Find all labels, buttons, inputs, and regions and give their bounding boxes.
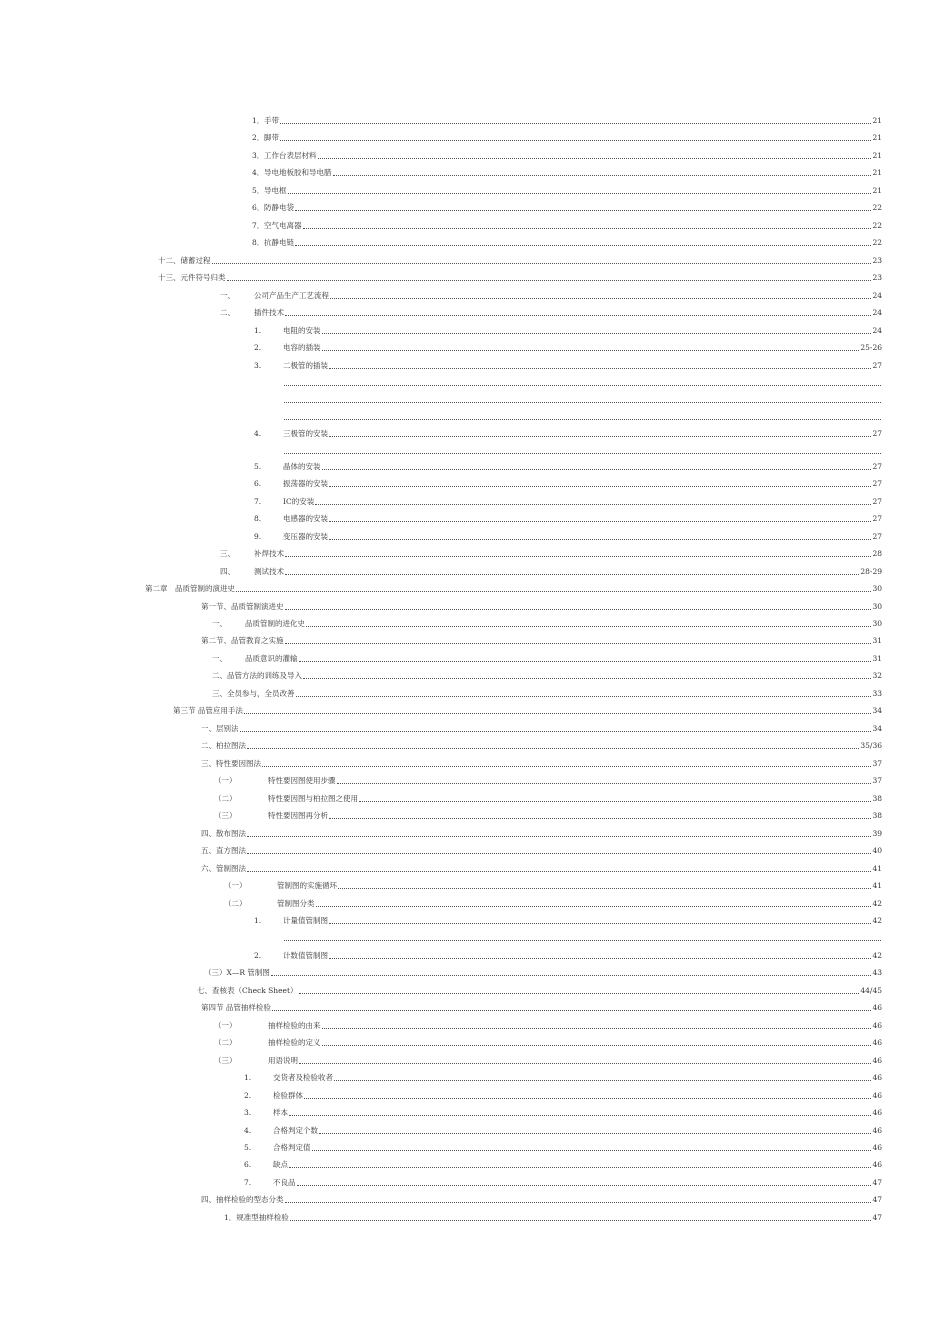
dot-leader [318, 158, 872, 159]
toc-entry-number: 三、 [220, 549, 235, 558]
toc-entry[interactable] [254, 478, 882, 490]
toc-leader-line [283, 394, 882, 406]
toc-entry-number: 6. [244, 1160, 252, 1169]
toc-entry[interactable] [254, 342, 882, 354]
toc-page-number: 44/45 [860, 986, 882, 995]
toc-page-number: 46 [872, 1056, 882, 1065]
toc-page-number: 27 [872, 514, 882, 523]
toc-entry-number: 4. [244, 1126, 252, 1135]
toc-entry-title: 十二、储蓄过程 [158, 256, 211, 265]
dot-leader [297, 1185, 872, 1186]
toc-page-number: 46 [872, 1108, 882, 1117]
toc-entry[interactable] [214, 793, 882, 805]
toc-page-number: 31 [872, 636, 882, 645]
dot-leader [244, 713, 872, 714]
toc-entry[interactable] [244, 1142, 882, 1154]
toc-entry-number: 一、 [212, 619, 227, 628]
toc-entry[interactable] [214, 1055, 882, 1067]
toc-entry-number: 7. [244, 1178, 252, 1187]
toc-entry[interactable] [254, 950, 882, 962]
toc-entry-title: 一、层别法 [201, 724, 239, 733]
toc-page-number: 47 [872, 1195, 882, 1204]
toc-page-number: 21 [872, 186, 882, 195]
toc-entry-number: 4. [254, 429, 262, 438]
toc-page-number: 23 [872, 256, 882, 265]
toc-entry-title: 五、直方图法 [201, 846, 246, 855]
toc-entry-title: 电容的插装 [283, 343, 321, 352]
toc-entry[interactable] [201, 845, 882, 857]
toc-page-number: 27 [872, 361, 882, 370]
toc-entry-title: 二极管的插装 [283, 361, 328, 370]
toc-entry[interactable] [254, 915, 882, 927]
toc-entry[interactable] [252, 115, 882, 127]
toc-entry-number: 1. [254, 326, 262, 335]
toc-entry[interactable] [201, 740, 882, 752]
dot-leader [322, 350, 860, 351]
toc-page-number: 46 [872, 1073, 882, 1082]
toc-page-number: 28 [872, 549, 882, 558]
dot-leader [271, 975, 872, 976]
toc-entry[interactable] [252, 202, 882, 214]
toc-entry-title: 管制图分类 [277, 899, 315, 908]
toc-entry-number: （一） [214, 776, 237, 785]
toc-entry-number: （二） [224, 899, 247, 908]
toc-entry-title: 计数值管制图 [283, 951, 328, 960]
dot-leader [333, 175, 872, 176]
toc-entry-title: 交货者及检验收者 [273, 1073, 333, 1082]
toc-page-number: 33 [872, 689, 882, 698]
toc-entry[interactable] [214, 810, 882, 822]
dot-leader [337, 783, 872, 784]
toc-entry[interactable] [254, 325, 882, 337]
toc-page-number: 35/36 [860, 741, 882, 750]
dot-leader [322, 333, 872, 334]
toc-entry[interactable] [254, 513, 882, 525]
dot-leader [296, 696, 872, 697]
toc-page-number: 46 [872, 1126, 882, 1135]
toc-entry-number: 3. [244, 1108, 252, 1117]
toc-entry[interactable] [220, 566, 882, 578]
toc-entry[interactable] [212, 653, 882, 665]
dot-leader [330, 298, 871, 299]
toc-entry-number: 2. [244, 1091, 252, 1100]
toc-entry-title: 测试技术 [254, 567, 284, 576]
toc-entry[interactable] [201, 863, 882, 875]
dot-leader [236, 591, 871, 592]
toc-entry-title: 品质意识的灌输 [245, 654, 298, 663]
toc-page-number: 28-29 [860, 567, 882, 576]
toc-page-number: 22 [872, 238, 882, 247]
toc-entry[interactable] [214, 1037, 882, 1049]
dot-leader [288, 193, 872, 194]
toc-entry-title: 三、特性要因图法 [201, 759, 261, 768]
toc-entry-title: 特性要因图与柏拉图之使用 [268, 794, 358, 803]
toc-page-number: 42 [872, 899, 882, 908]
toc-page-number: 41 [872, 881, 882, 890]
toc-entry-title: 导电地板胶和导电腊 [264, 168, 332, 177]
dot-leader [295, 245, 871, 246]
toc-entry-title: 1．规准型抽样检验 [224, 1213, 289, 1222]
toc-page-number: 46 [872, 1003, 882, 1012]
toc-page-number: 21 [872, 168, 882, 177]
dot-leader [285, 315, 871, 316]
toc-entry-title: 合格判定个数 [273, 1126, 318, 1135]
dot-leader [284, 385, 881, 386]
toc-page-number: 41 [872, 864, 882, 873]
toc-entry-number: （三） [214, 1056, 237, 1065]
dot-leader [247, 748, 859, 749]
toc-entry-number: 2. [254, 343, 262, 352]
dot-leader [280, 140, 871, 141]
dot-leader [299, 661, 872, 662]
toc-entry-title: 六、管制图法 [201, 864, 246, 873]
toc-entry[interactable] [254, 461, 882, 473]
dot-leader [284, 453, 881, 454]
toc-page-number: 38 [872, 811, 882, 820]
toc-entry[interactable] [220, 307, 882, 319]
toc-page-number: 24 [872, 326, 882, 335]
toc-entry-number: 3． [252, 151, 265, 160]
toc-page-number: 27 [872, 429, 882, 438]
toc-page-number: 21 [872, 151, 882, 160]
toc-page-number: 21 [872, 116, 882, 125]
toc-entry-number: 1. [244, 1073, 252, 1082]
dot-leader [303, 678, 871, 679]
dot-leader [319, 1133, 871, 1134]
toc-page-number: 30 [872, 584, 882, 593]
toc-entry-title: 三、全员参与，全员改善 [212, 689, 295, 698]
toc-entry[interactable] [244, 1125, 882, 1137]
dot-leader [329, 436, 871, 437]
dot-leader [329, 539, 871, 540]
toc-entry-number: （三） [214, 811, 237, 820]
toc-entry[interactable] [252, 185, 882, 197]
toc-entry-title: 第一节、品质管制演进史 [201, 602, 284, 611]
toc-page-number: 21 [872, 133, 882, 142]
toc-entry[interactable] [201, 828, 882, 840]
toc-entry-title: IC的安装 [283, 497, 315, 506]
toc-entry[interactable] [201, 723, 882, 735]
toc-entry-title: 抗静电链 [264, 238, 294, 247]
toc-page-number: 27 [872, 532, 882, 541]
toc-entry[interactable] [201, 758, 882, 770]
toc-page-number: 27 [872, 479, 882, 488]
toc-entry-title: 电阻的安装 [283, 326, 321, 335]
dot-leader [285, 574, 859, 575]
toc-entry-title: 第二节、品管教育之实施 [201, 636, 284, 645]
dot-leader [299, 1063, 871, 1064]
toc-page-number: 31 [872, 654, 882, 663]
toc-entry[interactable] [252, 220, 882, 232]
toc-entry-title: 特性要因图再分析 [268, 811, 328, 820]
dot-leader [315, 504, 871, 505]
dot-leader [247, 853, 871, 854]
toc-entry-title: 脚带 [264, 133, 279, 142]
dot-leader [329, 923, 871, 924]
toc-entry-number: 二、 [220, 308, 235, 317]
toc-entry-number: 5． [252, 186, 265, 195]
toc-entry-number: 四、 [220, 567, 235, 576]
toc-entry-title: 二、柏拉图法 [201, 741, 246, 750]
dot-leader [285, 643, 872, 644]
toc-entry-title: 十三、元件符号归类 [158, 273, 226, 282]
toc-entry-number: 一、 [220, 291, 235, 300]
toc-entry-title: 防静电袋 [264, 203, 294, 212]
dot-leader [290, 1220, 872, 1221]
toc-entry[interactable] [254, 360, 882, 372]
dot-leader [359, 801, 871, 802]
dot-leader [212, 263, 872, 264]
toc-entry-title: 合格判定值 [273, 1143, 311, 1152]
toc-entry-title: 公司产品生产工艺流程 [254, 291, 329, 300]
toc-entry-number: 1． [252, 116, 265, 125]
dot-leader [295, 210, 871, 211]
dot-leader [312, 1150, 872, 1151]
toc-entry[interactable] [201, 601, 882, 613]
toc-page-number: 40 [872, 846, 882, 855]
toc-page-number: 37 [872, 776, 882, 785]
toc-entry[interactable] [252, 167, 882, 179]
dot-leader [285, 556, 871, 557]
toc-page-number: 37 [872, 759, 882, 768]
toc-entry-title: （三）X—R 管制图 [204, 968, 270, 977]
toc-entry[interactable] [201, 1194, 882, 1206]
toc-entry-title: 用语说明 [268, 1056, 298, 1065]
toc-entry-title: 检验群体 [273, 1091, 303, 1100]
toc-entry-title: 空气电离器 [264, 221, 302, 230]
toc-entry-title: 抽样检验的由来 [268, 1021, 321, 1030]
dot-leader [316, 906, 872, 907]
toc-entry[interactable] [197, 985, 882, 997]
toc-entry[interactable] [145, 583, 882, 595]
toc-entry-title: 四、散布图法 [201, 829, 246, 838]
toc-entry-title: 导电框 [264, 186, 287, 195]
toc-entry[interactable] [201, 635, 882, 647]
toc-entry[interactable] [244, 1090, 882, 1102]
toc-page-number: 30 [872, 619, 882, 628]
dot-leader [322, 1045, 872, 1046]
toc-page-number: 25-26 [860, 343, 882, 352]
toc-page-number: 27 [872, 497, 882, 506]
toc-page-number: 22 [872, 221, 882, 230]
toc-entry-number: 3. [254, 361, 262, 370]
dot-leader [262, 766, 871, 767]
toc-entry[interactable] [254, 496, 882, 508]
toc-entry[interactable] [212, 618, 882, 630]
toc-page-number: 46 [872, 1160, 882, 1169]
toc-entry-title: 不良品 [273, 1178, 296, 1187]
toc-entry-title: 手带 [264, 116, 279, 125]
toc-entry-number: 7. [254, 497, 262, 506]
toc-entry[interactable] [220, 548, 882, 560]
toc-leader-line [283, 411, 882, 423]
toc-page-number: 32 [872, 671, 882, 680]
toc-entry[interactable] [244, 1159, 882, 1171]
toc-entry-title: 补焊技术 [254, 549, 284, 558]
dot-leader [240, 731, 872, 732]
dot-leader [247, 871, 871, 872]
toc-entry[interactable] [224, 1212, 882, 1224]
toc-page-number: 47 [872, 1213, 882, 1222]
toc-entry-number: 8. [254, 514, 262, 523]
toc-page-number: 23 [872, 273, 882, 282]
toc-entry[interactable] [224, 898, 882, 910]
dot-leader [329, 486, 871, 487]
dot-leader [329, 521, 871, 522]
toc-entry-title: 样本 [273, 1108, 288, 1117]
dot-leader [227, 280, 872, 281]
toc-entry-title: 电感器的安装 [283, 514, 328, 523]
toc-entry[interactable] [224, 880, 882, 892]
toc-page-number: 30 [872, 602, 882, 611]
toc-entry[interactable] [214, 775, 882, 787]
toc-entry-number: （一） [214, 1021, 237, 1030]
toc-entry-number: （一） [224, 881, 247, 890]
toc-entry[interactable] [252, 132, 882, 144]
toc-entry-number: 6. [254, 479, 262, 488]
toc-page-number: 46 [872, 1038, 882, 1047]
toc-entry-title: 三极管的安装 [283, 429, 328, 438]
dot-leader [306, 626, 871, 627]
toc-entry-number: 2． [252, 133, 265, 142]
toc-entry[interactable] [252, 237, 882, 249]
toc-entry[interactable] [201, 1002, 882, 1014]
toc-entry-title: 振荡器的安装 [283, 479, 328, 488]
toc-entry-number: 一、 [212, 654, 227, 663]
toc-leader-line [283, 377, 882, 389]
toc-entry-number: 8． [252, 238, 265, 247]
toc-page-number: 24 [872, 308, 882, 317]
toc-page-number: 34 [872, 724, 882, 733]
dot-leader [284, 419, 881, 420]
toc-entry-number: （二） [214, 794, 237, 803]
toc-entry[interactable] [212, 688, 882, 700]
dot-leader [280, 123, 871, 124]
toc-entry-number: 2. [254, 951, 262, 960]
toc-entry[interactable] [158, 272, 882, 284]
toc-entry[interactable] [252, 150, 882, 162]
toc-page-number: 27 [872, 462, 882, 471]
toc-entry-number: （二） [214, 1038, 237, 1047]
toc-entry[interactable] [244, 1072, 882, 1084]
toc-page-number: 42 [872, 916, 882, 925]
toc-entry-number: 6． [252, 203, 265, 212]
toc-entry-title: 二、品管方法的训练及导入 [212, 671, 302, 680]
toc-entry-title: 品质管制的进化史 [245, 619, 305, 628]
toc-page-number: 47 [872, 1178, 882, 1187]
toc-entry-title: 第三节 品管应用手法 [173, 706, 243, 715]
toc-page-number: 34 [872, 706, 882, 715]
toc-entry[interactable] [212, 670, 882, 682]
dot-leader [322, 469, 872, 470]
dot-leader [303, 228, 872, 229]
toc-entry[interactable] [204, 967, 882, 979]
dot-leader [322, 1028, 872, 1029]
toc-entry-number: 1. [254, 916, 262, 925]
toc-leader-line [283, 932, 882, 944]
dot-leader [329, 958, 871, 959]
dot-leader [329, 368, 871, 369]
toc-page-number: 38 [872, 794, 882, 803]
toc-entry-title: 缺点 [273, 1160, 288, 1169]
toc-entry-title: 变压器的安装 [283, 532, 328, 541]
toc-entry-title: 插件技术 [254, 308, 284, 317]
dot-leader [284, 940, 881, 941]
toc-entry-title: 工作台表层材料 [264, 151, 317, 160]
toc-entry-number: 9. [254, 532, 262, 541]
toc-entry[interactable] [173, 705, 882, 717]
toc-entry[interactable] [254, 428, 882, 440]
toc-entry-title: 第二章 品质管制的演进史 [145, 584, 235, 593]
toc-entry-title: 管制图的实施循环 [277, 881, 337, 890]
toc-entry-number: 7． [252, 221, 265, 230]
toc-entry[interactable] [214, 1020, 882, 1032]
toc-page-number: 42 [872, 951, 882, 960]
toc-page-number: 46 [872, 1091, 882, 1100]
toc-page-number: 24 [872, 291, 882, 300]
toc-page-number: 46 [872, 1021, 882, 1030]
toc-entry-title: 第四节 品管抽样检验 [201, 1003, 271, 1012]
toc-leader-line [283, 445, 882, 457]
toc-entry-title: 七、查核表（Check Sheet） [197, 986, 298, 995]
toc-entry-title: 特性要因图使用步骤 [268, 776, 336, 785]
dot-leader [284, 402, 881, 403]
toc-entry[interactable] [220, 290, 882, 302]
dot-leader [334, 1080, 871, 1081]
toc-entry[interactable] [158, 255, 882, 267]
dot-leader [289, 1167, 871, 1168]
dot-leader [304, 1098, 871, 1099]
dot-leader [247, 836, 871, 837]
dot-leader [338, 888, 871, 889]
toc-entry[interactable] [244, 1177, 882, 1189]
dot-leader [299, 993, 860, 994]
toc-entry-title: 抽样检验的定义 [268, 1038, 321, 1047]
dot-leader [272, 1010, 872, 1011]
toc-page-number: 22 [872, 203, 882, 212]
toc-entry-number: 4． [252, 168, 265, 177]
dot-leader [289, 1115, 871, 1116]
dot-leader [285, 1202, 872, 1203]
toc-entry-title: 四、抽样检验的型态分类 [201, 1195, 284, 1204]
toc-page-number: 46 [872, 1143, 882, 1152]
toc-entry-number: 5. [254, 462, 262, 471]
toc-page-number: 43 [872, 968, 882, 977]
toc-page-number: 39 [872, 829, 882, 838]
toc-entry[interactable] [254, 531, 882, 543]
dot-leader [329, 818, 871, 819]
dot-leader [285, 609, 872, 610]
toc-entry[interactable] [244, 1107, 882, 1119]
toc-entry-title: 晶体的安装 [283, 462, 321, 471]
toc-entry-number: 5. [244, 1143, 252, 1152]
toc-entry-title: 计量值管制图 [283, 916, 328, 925]
